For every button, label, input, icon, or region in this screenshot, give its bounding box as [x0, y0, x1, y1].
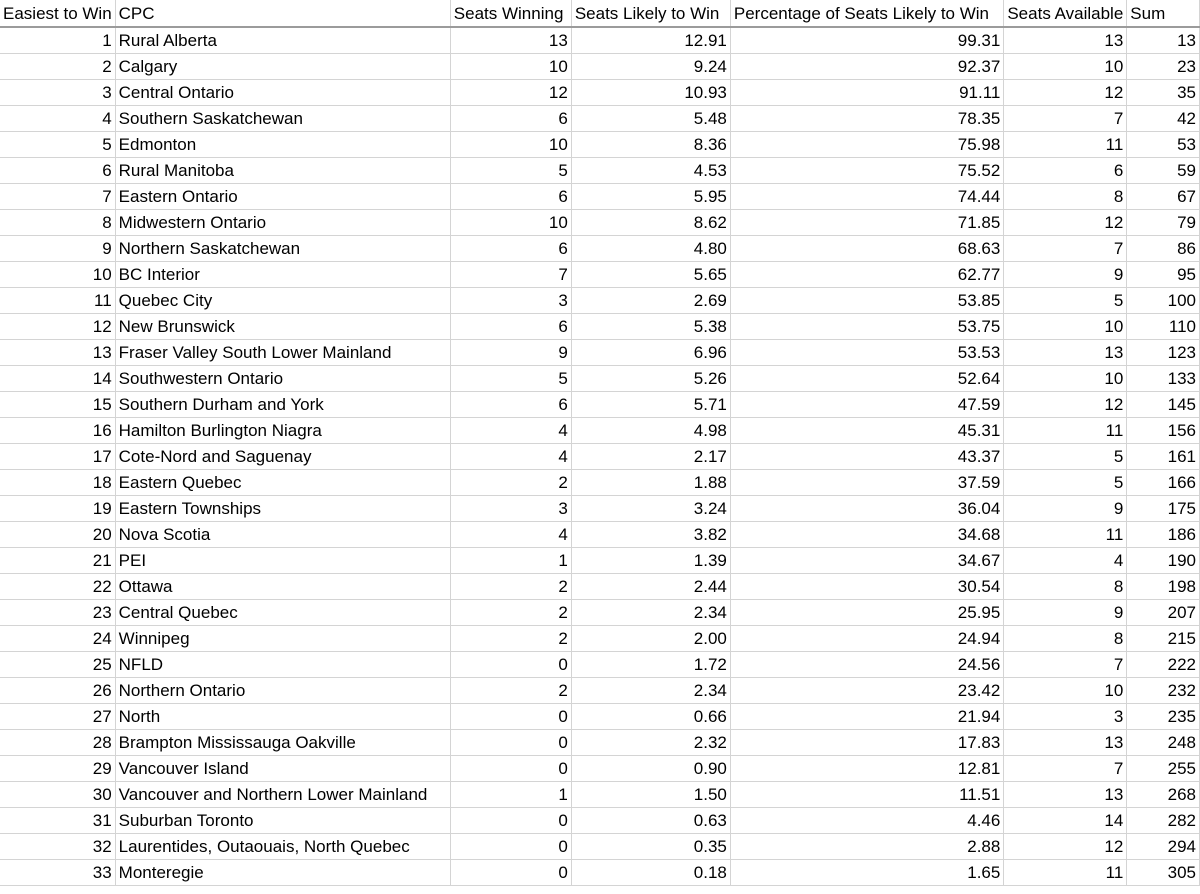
- cell-seats-likely[interactable]: 5.38: [571, 314, 730, 340]
- cell-percentage[interactable]: 4.46: [730, 808, 1003, 834]
- cell-percentage[interactable]: 25.95: [730, 600, 1003, 626]
- cell-rank[interactable]: 7: [0, 184, 115, 210]
- cell-seats-winning[interactable]: 3: [450, 288, 571, 314]
- cell-seats-winning[interactable]: 0: [450, 704, 571, 730]
- cell-region[interactable]: NFLD: [115, 652, 450, 678]
- cell-percentage[interactable]: 91.11: [730, 80, 1003, 106]
- table-row: [0, 444, 1200, 470]
- cell-seats-likely[interactable]: 5.48: [571, 106, 730, 132]
- cell-percentage[interactable]: 24.94: [730, 626, 1003, 652]
- table-row: [0, 808, 1200, 834]
- cell-rank[interactable]: 26: [0, 678, 115, 704]
- cell-seats-winning[interactable]: 0: [450, 756, 571, 782]
- cell-seats-winning[interactable]: 0: [450, 730, 571, 756]
- table-row: [0, 418, 1200, 444]
- cell-seats-available[interactable]: 7: [1004, 756, 1127, 782]
- cell-seats-available[interactable]: 9: [1004, 262, 1127, 288]
- cell-sum[interactable]: 156: [1127, 418, 1200, 444]
- cell-rank[interactable]: 10: [0, 262, 115, 288]
- cell-seats-winning[interactable]: 2: [450, 574, 571, 600]
- cell-percentage[interactable]: 17.83: [730, 730, 1003, 756]
- cell-region[interactable]: Eastern Quebec: [115, 470, 450, 496]
- cell-percentage[interactable]: 62.77: [730, 262, 1003, 288]
- cell-sum[interactable]: 100: [1127, 288, 1200, 314]
- header-cell-percentage[interactable]: Percentage of Seats Likely to Win: [730, 0, 1003, 27]
- cell-rank[interactable]: 27: [0, 704, 115, 730]
- cell-seats-likely[interactable]: 0.66: [571, 704, 730, 730]
- cell-region[interactable]: Southwestern Ontario: [115, 366, 450, 392]
- cell-sum[interactable]: 207: [1127, 600, 1200, 626]
- cell-percentage[interactable]: 99.31: [730, 27, 1003, 54]
- table-row: [0, 392, 1200, 418]
- cell-seats-available[interactable]: 8: [1004, 184, 1127, 210]
- cell-seats-likely[interactable]: 2.32: [571, 730, 730, 756]
- cell-region[interactable]: Quebec City: [115, 288, 450, 314]
- cell-seats-available[interactable]: 8: [1004, 574, 1127, 600]
- cell-rank[interactable]: 2: [0, 54, 115, 80]
- cell-seats-likely[interactable]: 1.50: [571, 782, 730, 808]
- table-row: [0, 470, 1200, 496]
- cell-rank[interactable]: 4: [0, 106, 115, 132]
- header-cell-rank[interactable]: Easiest to Win: [0, 0, 115, 27]
- cell-seats-winning[interactable]: 0: [450, 834, 571, 860]
- cell-sum[interactable]: 248: [1127, 730, 1200, 756]
- cell-rank[interactable]: 31: [0, 808, 115, 834]
- cell-seats-winning[interactable]: 13: [450, 27, 571, 54]
- cell-seats-available[interactable]: 5: [1004, 444, 1127, 470]
- cell-rank[interactable]: 24: [0, 626, 115, 652]
- cell-region[interactable]: PEI: [115, 548, 450, 574]
- cell-sum[interactable]: 282: [1127, 808, 1200, 834]
- table-row: [0, 236, 1200, 262]
- cell-region[interactable]: Ottawa: [115, 574, 450, 600]
- table-row: [0, 600, 1200, 626]
- cell-region[interactable]: Midwestern Ontario: [115, 210, 450, 236]
- cell-seats-available[interactable]: 5: [1004, 470, 1127, 496]
- cell-seats-available[interactable]: 8: [1004, 626, 1127, 652]
- cell-seats-available[interactable]: 12: [1004, 834, 1127, 860]
- cell-seats-likely[interactable]: 1.39: [571, 548, 730, 574]
- table-row: [0, 834, 1200, 860]
- cell-seats-available[interactable]: 12: [1004, 392, 1127, 418]
- cell-region[interactable]: Edmonton: [115, 132, 450, 158]
- cell-percentage[interactable]: 68.63: [730, 236, 1003, 262]
- cell-region[interactable]: Southern Durham and York: [115, 392, 450, 418]
- table-row: [0, 262, 1200, 288]
- table-row: [0, 54, 1200, 80]
- cell-seats-winning[interactable]: 4: [450, 444, 571, 470]
- cell-seats-likely[interactable]: 9.24: [571, 54, 730, 80]
- cell-sum[interactable]: 161: [1127, 444, 1200, 470]
- cell-seats-available[interactable]: 11: [1004, 522, 1127, 548]
- cell-seats-likely[interactable]: 0.63: [571, 808, 730, 834]
- cell-seats-likely[interactable]: 1.72: [571, 652, 730, 678]
- table-row: [0, 288, 1200, 314]
- cell-rank[interactable]: 9: [0, 236, 115, 262]
- cell-seats-available[interactable]: 7: [1004, 236, 1127, 262]
- cell-percentage[interactable]: 34.67: [730, 548, 1003, 574]
- cell-seats-winning[interactable]: 10: [450, 54, 571, 80]
- cell-sum[interactable]: 67: [1127, 184, 1200, 210]
- cell-sum[interactable]: 186: [1127, 522, 1200, 548]
- cell-region[interactable]: BC Interior: [115, 262, 450, 288]
- cell-seats-likely[interactable]: 6.96: [571, 340, 730, 366]
- cell-region[interactable]: Northern Ontario: [115, 678, 450, 704]
- cell-seats-winning[interactable]: 6: [450, 184, 571, 210]
- cell-seats-likely[interactable]: 4.98: [571, 418, 730, 444]
- cell-percentage[interactable]: 34.68: [730, 522, 1003, 548]
- cell-seats-winning[interactable]: 0: [450, 652, 571, 678]
- cell-sum[interactable]: 198: [1127, 574, 1200, 600]
- cell-seats-likely[interactable]: 2.00: [571, 626, 730, 652]
- cell-sum[interactable]: 235: [1127, 704, 1200, 730]
- cell-sum[interactable]: 95: [1127, 262, 1200, 288]
- cell-region[interactable]: Laurentides, Outaouais, North Quebec: [115, 834, 450, 860]
- cell-region[interactable]: Brampton Mississauga Oakville: [115, 730, 450, 756]
- cell-rank[interactable]: 30: [0, 782, 115, 808]
- cell-region[interactable]: Hamilton Burlington Niagra: [115, 418, 450, 444]
- cell-percentage[interactable]: 30.54: [730, 574, 1003, 600]
- header-row: [0, 0, 1200, 27]
- cell-seats-available[interactable]: 12: [1004, 80, 1127, 106]
- cell-percentage[interactable]: 1.65: [730, 860, 1003, 886]
- cell-seats-likely[interactable]: 2.34: [571, 678, 730, 704]
- cell-sum[interactable]: 110: [1127, 314, 1200, 340]
- table-row: [0, 184, 1200, 210]
- cell-rank[interactable]: 25: [0, 652, 115, 678]
- cell-sum[interactable]: 35: [1127, 80, 1200, 106]
- cell-sum[interactable]: 232: [1127, 678, 1200, 704]
- cell-rank[interactable]: 5: [0, 132, 115, 158]
- cell-region[interactable]: Suburban Toronto: [115, 808, 450, 834]
- table-row: [0, 210, 1200, 236]
- cell-rank[interactable]: 3: [0, 80, 115, 106]
- cell-sum[interactable]: 175: [1127, 496, 1200, 522]
- table-row: [0, 340, 1200, 366]
- table-row: [0, 522, 1200, 548]
- header-cell-seats-available[interactable]: Seats Available: [1004, 0, 1127, 27]
- cell-region[interactable]: Eastern Ontario: [115, 184, 450, 210]
- cell-seats-likely[interactable]: 1.88: [571, 470, 730, 496]
- table-row: [0, 27, 1200, 54]
- cell-region[interactable]: Cote-Nord and Saguenay: [115, 444, 450, 470]
- table-row: [0, 314, 1200, 340]
- cell-region[interactable]: Monteregie: [115, 860, 450, 886]
- cell-percentage[interactable]: 71.85: [730, 210, 1003, 236]
- cell-percentage[interactable]: 36.04: [730, 496, 1003, 522]
- cell-seats-winning[interactable]: 6: [450, 314, 571, 340]
- cell-region[interactable]: Northern Saskatchewan: [115, 236, 450, 262]
- cell-sum[interactable]: 42: [1127, 106, 1200, 132]
- cell-sum[interactable]: 294: [1127, 834, 1200, 860]
- cell-percentage[interactable]: 43.37: [730, 444, 1003, 470]
- cell-seats-winning[interactable]: 5: [450, 366, 571, 392]
- cell-percentage[interactable]: 92.37: [730, 54, 1003, 80]
- cell-region[interactable]: Central Ontario: [115, 80, 450, 106]
- cell-seats-winning[interactable]: 12: [450, 80, 571, 106]
- table-row: [0, 132, 1200, 158]
- cell-region[interactable]: Vancouver Island: [115, 756, 450, 782]
- cell-seats-available[interactable]: 10: [1004, 366, 1127, 392]
- cell-percentage[interactable]: 2.88: [730, 834, 1003, 860]
- cell-seats-available[interactable]: 9: [1004, 496, 1127, 522]
- cell-seats-available[interactable]: 14: [1004, 808, 1127, 834]
- cell-seats-available[interactable]: 10: [1004, 314, 1127, 340]
- cell-rank[interactable]: 29: [0, 756, 115, 782]
- cell-seats-winning[interactable]: 5: [450, 158, 571, 184]
- header-cell-sum[interactable]: Sum: [1127, 0, 1200, 27]
- cell-seats-winning[interactable]: 6: [450, 106, 571, 132]
- cell-region[interactable]: Rural Alberta: [115, 27, 450, 54]
- cell-seats-likely[interactable]: 3.24: [571, 496, 730, 522]
- cell-rank[interactable]: 18: [0, 470, 115, 496]
- cell-rank[interactable]: 11: [0, 288, 115, 314]
- cell-seats-available[interactable]: 11: [1004, 860, 1127, 886]
- cell-seats-likely[interactable]: 4.53: [571, 158, 730, 184]
- cell-sum[interactable]: 59: [1127, 158, 1200, 184]
- cell-seats-winning[interactable]: 6: [450, 236, 571, 262]
- cell-percentage[interactable]: 53.85: [730, 288, 1003, 314]
- cell-percentage[interactable]: 47.59: [730, 392, 1003, 418]
- table-row: [0, 730, 1200, 756]
- cell-sum[interactable]: 215: [1127, 626, 1200, 652]
- table-row: [0, 496, 1200, 522]
- cell-seats-available[interactable]: 6: [1004, 158, 1127, 184]
- cell-region[interactable]: Vancouver and Northern Lower Mainland: [115, 782, 450, 808]
- table-row: [0, 366, 1200, 392]
- cell-seats-available[interactable]: 10: [1004, 678, 1127, 704]
- cell-seats-available[interactable]: 9: [1004, 600, 1127, 626]
- cell-seats-winning[interactable]: 10: [450, 132, 571, 158]
- cell-seats-likely[interactable]: 5.95: [571, 184, 730, 210]
- cell-sum[interactable]: 305: [1127, 860, 1200, 886]
- cell-seats-likely[interactable]: 12.91: [571, 27, 730, 54]
- cell-seats-available[interactable]: 3: [1004, 704, 1127, 730]
- cell-seats-winning[interactable]: 6: [450, 392, 571, 418]
- table-row: [0, 678, 1200, 704]
- cell-rank[interactable]: 28: [0, 730, 115, 756]
- cell-region[interactable]: North: [115, 704, 450, 730]
- cell-seats-available[interactable]: 11: [1004, 132, 1127, 158]
- cell-seats-available[interactable]: 4: [1004, 548, 1127, 574]
- cell-region[interactable]: Winnipeg: [115, 626, 450, 652]
- cell-rank[interactable]: 13: [0, 340, 115, 366]
- cell-seats-available[interactable]: 7: [1004, 106, 1127, 132]
- table-row: [0, 548, 1200, 574]
- cell-seats-winning[interactable]: 9: [450, 340, 571, 366]
- cell-rank[interactable]: 32: [0, 834, 115, 860]
- cell-seats-available[interactable]: 13: [1004, 27, 1127, 54]
- cell-seats-available[interactable]: 5: [1004, 288, 1127, 314]
- cell-seats-winning[interactable]: 2: [450, 678, 571, 704]
- cell-seats-available[interactable]: 13: [1004, 730, 1127, 756]
- cell-seats-winning[interactable]: 10: [450, 210, 571, 236]
- cell-sum[interactable]: 123: [1127, 340, 1200, 366]
- cell-seats-winning[interactable]: 0: [450, 860, 571, 886]
- cell-percentage[interactable]: 11.51: [730, 782, 1003, 808]
- table-row: [0, 574, 1200, 600]
- cell-rank[interactable]: 6: [0, 158, 115, 184]
- cell-seats-likely[interactable]: 4.80: [571, 236, 730, 262]
- cell-seats-likely[interactable]: 3.82: [571, 522, 730, 548]
- cell-rank[interactable]: 1: [0, 27, 115, 54]
- table-row: [0, 782, 1200, 808]
- cell-region[interactable]: Central Quebec: [115, 600, 450, 626]
- cell-rank[interactable]: 23: [0, 600, 115, 626]
- cell-seats-winning[interactable]: 1: [450, 782, 571, 808]
- cell-percentage[interactable]: 45.31: [730, 418, 1003, 444]
- cell-rank[interactable]: 17: [0, 444, 115, 470]
- cell-seats-likely[interactable]: 0.90: [571, 756, 730, 782]
- cell-percentage[interactable]: 75.98: [730, 132, 1003, 158]
- cell-seats-winning[interactable]: 3: [450, 496, 571, 522]
- cell-sum[interactable]: 133: [1127, 366, 1200, 392]
- cell-rank[interactable]: 12: [0, 314, 115, 340]
- table-row: [0, 756, 1200, 782]
- table-row: [0, 704, 1200, 730]
- cell-percentage[interactable]: 53.53: [730, 340, 1003, 366]
- cell-sum[interactable]: 53: [1127, 132, 1200, 158]
- cell-rank[interactable]: 16: [0, 418, 115, 444]
- cell-sum[interactable]: 23: [1127, 54, 1200, 80]
- cell-seats-available[interactable]: 13: [1004, 340, 1127, 366]
- cell-seats-winning[interactable]: 7: [450, 262, 571, 288]
- cell-seats-winning[interactable]: 4: [450, 418, 571, 444]
- cell-percentage[interactable]: 12.81: [730, 756, 1003, 782]
- cell-percentage[interactable]: 52.64: [730, 366, 1003, 392]
- cell-sum[interactable]: 13: [1127, 27, 1200, 54]
- cell-seats-available[interactable]: 13: [1004, 782, 1127, 808]
- cell-sum[interactable]: 190: [1127, 548, 1200, 574]
- cell-seats-winning[interactable]: 2: [450, 600, 571, 626]
- table-row: [0, 158, 1200, 184]
- cell-region[interactable]: New Brunswick: [115, 314, 450, 340]
- cell-seats-winning[interactable]: 0: [450, 808, 571, 834]
- cell-percentage[interactable]: 21.94: [730, 704, 1003, 730]
- table-row: [0, 652, 1200, 678]
- cell-rank[interactable]: 8: [0, 210, 115, 236]
- cell-seats-winning[interactable]: 2: [450, 626, 571, 652]
- cell-seats-available[interactable]: 11: [1004, 418, 1127, 444]
- cell-rank[interactable]: 20: [0, 522, 115, 548]
- cell-sum[interactable]: 145: [1127, 392, 1200, 418]
- table-row: [0, 626, 1200, 652]
- cell-percentage[interactable]: 74.44: [730, 184, 1003, 210]
- cell-rank[interactable]: 22: [0, 574, 115, 600]
- cell-region[interactable]: Eastern Townships: [115, 496, 450, 522]
- cell-seats-likely[interactable]: 2.44: [571, 574, 730, 600]
- cell-seats-likely[interactable]: 5.71: [571, 392, 730, 418]
- cell-seats-likely[interactable]: 2.34: [571, 600, 730, 626]
- cell-rank[interactable]: 15: [0, 392, 115, 418]
- cell-seats-available[interactable]: 10: [1004, 54, 1127, 80]
- cell-sum[interactable]: 222: [1127, 652, 1200, 678]
- cell-percentage[interactable]: 24.56: [730, 652, 1003, 678]
- cell-percentage[interactable]: 53.75: [730, 314, 1003, 340]
- cell-region[interactable]: Calgary: [115, 54, 450, 80]
- cell-seats-likely[interactable]: 2.69: [571, 288, 730, 314]
- cell-seats-winning[interactable]: 1: [450, 548, 571, 574]
- table-row: [0, 860, 1200, 886]
- cell-seats-winning[interactable]: 4: [450, 522, 571, 548]
- cell-sum[interactable]: 166: [1127, 470, 1200, 496]
- cell-seats-likely[interactable]: 8.62: [571, 210, 730, 236]
- header-cell-region[interactable]: CPC: [115, 0, 450, 27]
- cell-seats-likely[interactable]: 10.93: [571, 80, 730, 106]
- cell-sum[interactable]: 86: [1127, 236, 1200, 262]
- cell-seats-likely[interactable]: 8.36: [571, 132, 730, 158]
- cell-percentage[interactable]: 23.42: [730, 678, 1003, 704]
- cell-seats-likely[interactable]: 2.17: [571, 444, 730, 470]
- cell-rank[interactable]: 14: [0, 366, 115, 392]
- table-row: [0, 106, 1200, 132]
- cell-percentage[interactable]: 78.35: [730, 106, 1003, 132]
- cell-rank[interactable]: 33: [0, 860, 115, 886]
- cell-seats-likely[interactable]: 5.65: [571, 262, 730, 288]
- cell-percentage[interactable]: 37.59: [730, 470, 1003, 496]
- cell-seats-likely[interactable]: 0.35: [571, 834, 730, 860]
- cell-sum[interactable]: 268: [1127, 782, 1200, 808]
- table-row: [0, 80, 1200, 106]
- cell-region[interactable]: Nova Scotia: [115, 522, 450, 548]
- cell-rank[interactable]: 19: [0, 496, 115, 522]
- cell-region[interactable]: Rural Manitoba: [115, 158, 450, 184]
- header-cell-seats-likely[interactable]: Seats Likely to Win: [571, 0, 730, 27]
- cell-sum[interactable]: 79: [1127, 210, 1200, 236]
- cell-percentage[interactable]: 75.52: [730, 158, 1003, 184]
- cell-seats-available[interactable]: 12: [1004, 210, 1127, 236]
- cell-seats-available[interactable]: 7: [1004, 652, 1127, 678]
- header-cell-seats-winning[interactable]: Seats Winning: [450, 0, 571, 27]
- cell-rank[interactable]: 21: [0, 548, 115, 574]
- cell-seats-likely[interactable]: 5.26: [571, 366, 730, 392]
- cell-region[interactable]: Fraser Valley South Lower Mainland: [115, 340, 450, 366]
- cell-sum[interactable]: 255: [1127, 756, 1200, 782]
- cell-seats-likely[interactable]: 0.18: [571, 860, 730, 886]
- cell-region[interactable]: Southern Saskatchewan: [115, 106, 450, 132]
- cell-seats-winning[interactable]: 2: [450, 470, 571, 496]
